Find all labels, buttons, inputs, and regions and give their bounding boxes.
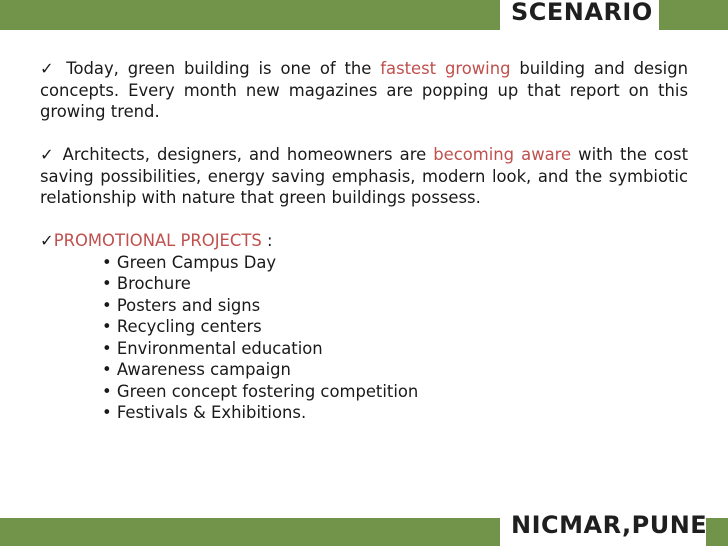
promotional-projects-list [40,252,688,424]
slide-content [40,58,688,424]
paragraph-fastest-growing [40,58,688,123]
list-item: • Posters and signs [102,295,261,315]
header-green-bar-right [659,0,728,30]
footer-text: NICMAR,PUNE [511,511,708,539]
promotional-colon: : [261,231,273,250]
slide-title: SCENARIO [511,0,653,26]
footer-green-bar-right [706,518,728,546]
paragraph-becoming-aware [40,144,688,209]
paragraph-text: Architects, designers, and homeowners are [55,145,434,164]
highlight-text: becoming aware [433,145,572,164]
list-item: • Green concept fostering competition [102,381,419,401]
checkmark-icon: ✓ [40,145,56,164]
list-item: • Environmental education [102,338,323,358]
list-item: • Brochure [102,274,191,293]
paragraph-text: with the cost saving possibilities, energy saving emphasis, modern look, and the symbiotic relationship with nature that green buildings possess. [40,145,689,207]
list-item: • Festivals & Exhibitions. [102,403,307,422]
checkmark-icon: ✓ [40,231,54,250]
list-item: • Awareness campaign [102,360,291,379]
list-item: • Recycling centers [102,317,262,336]
paragraph-text: Today, green building is one of the [57,59,381,78]
checkmark-icon: ✓ [40,59,58,78]
promotional-label: PROMOTIONAL PROJECTS [53,231,262,250]
highlight-text: fastest growing [380,59,511,78]
list-item: • Green Campus Day [102,252,277,272]
promotional-projects-heading [40,230,688,252]
footer-green-bar-left [0,518,500,546]
header-band [0,0,728,36]
header-green-bar-left [0,0,500,30]
paragraph-text: building and design concepts. Every month new magazines are popping up that report on this growing trend. [40,59,689,121]
footer-band [0,511,728,546]
